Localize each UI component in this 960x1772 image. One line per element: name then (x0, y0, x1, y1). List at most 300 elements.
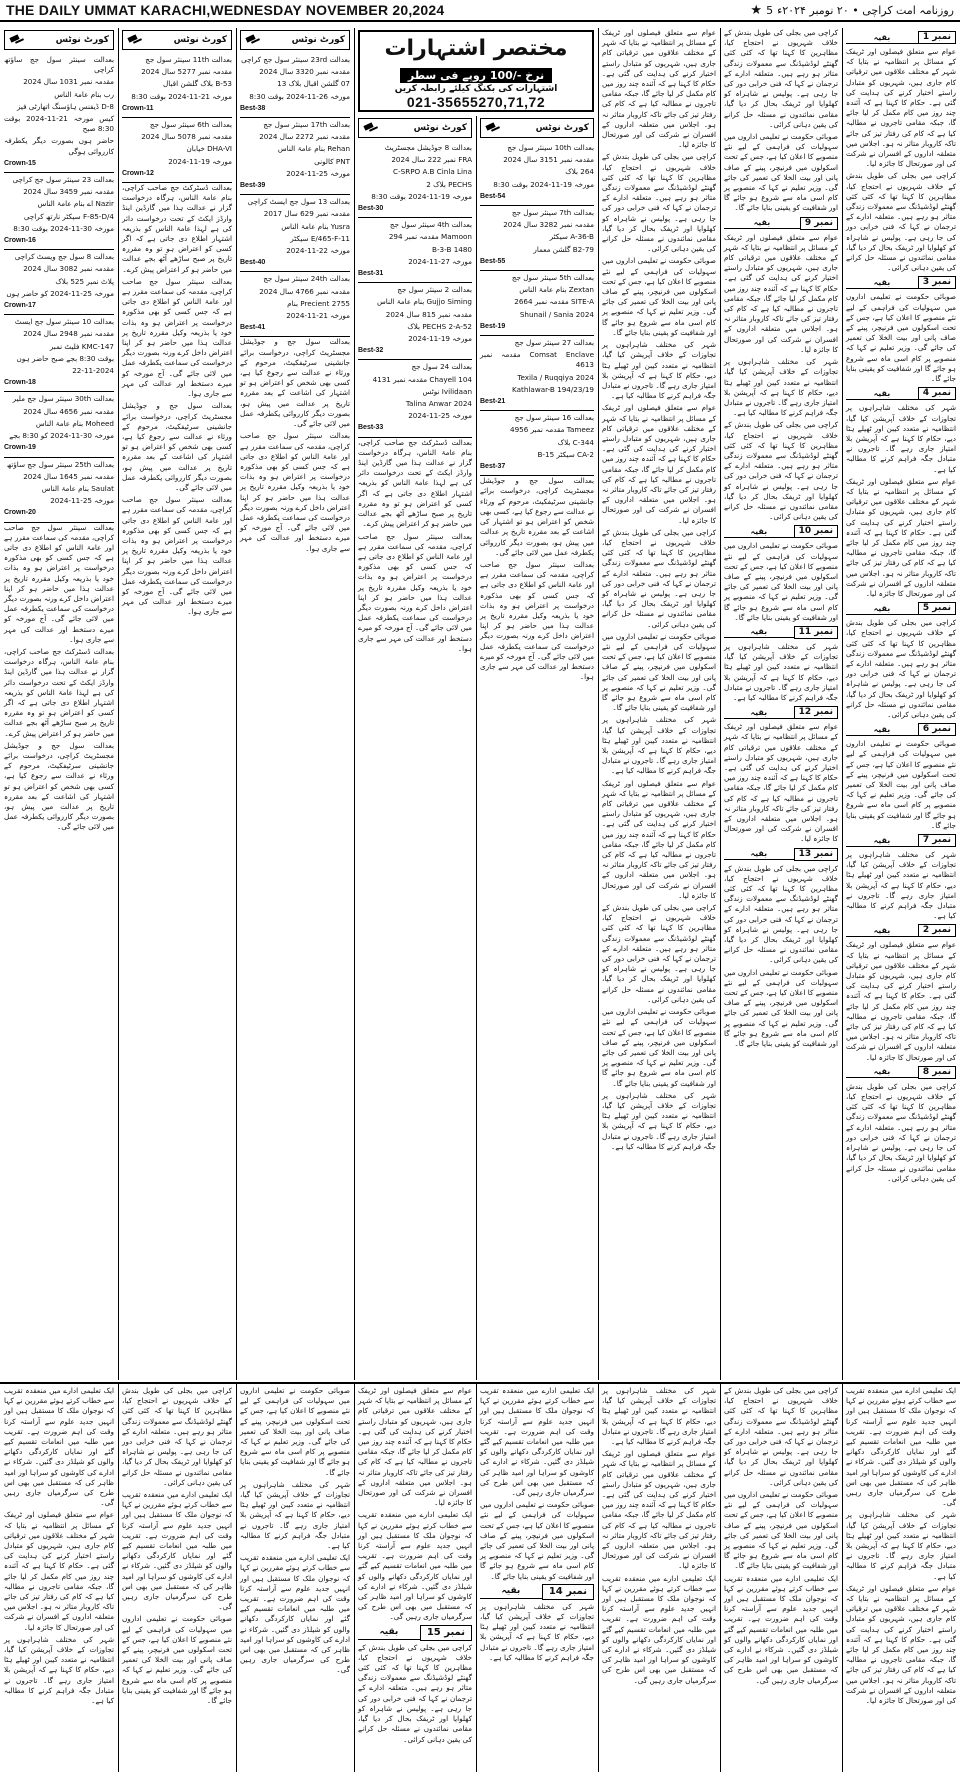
court-notice-list (4, 53, 114, 523)
column-rule (720, 1384, 721, 1772)
court-notice-line: 22-11-2024 (72, 366, 114, 376)
continuation-number: نمبر 4 (918, 387, 956, 400)
page-number: 5 (766, 3, 774, 17)
court-notices-column-2 (120, 28, 234, 1378)
court-notice-line: 264 بلاک (565, 167, 594, 177)
court-notices-column-3 (238, 28, 352, 1378)
court-notice-line: مورخہ 19-11-2024 بوقت 8:30 (493, 179, 594, 189)
news-text: صوبائی حکومت نے تعلیمی اداروں میں سہولیات کی فراہمی کے لیے نئے منصوبے کا اعلان کیا ہے، جس کے تحت اسکولوں میں فرنیچر، پینے کے صاف پانی اور بیت الخلا کی تعمیر کی جائے گی۔ وزیر تعلیم نے کہا کہ منصوبے پر کام اسی ماہ سے شروع ہو جائے گا اور شفافیت کو یقینی بنایا جائے گا۔ (724, 541, 838, 622)
court-notice (4, 458, 114, 523)
court-notice-line: Comsat Enclave مقدمہ نمبر 4613 (480, 350, 594, 370)
gavel-icon (363, 123, 379, 133)
court-notice-line: مقدمہ نمبر 5277 سال 2024 (141, 67, 232, 77)
court-notice-line: بعدالت 24th سینئر سول جج (263, 274, 350, 284)
court-notice (4, 173, 114, 250)
continuation-number: نمبر 14 (542, 1584, 594, 1600)
court-notice-header-label: کورٹ نوٹس (173, 34, 227, 45)
news-text: کراچی میں بجلی کی طویل بندش کے خلاف شہریوں نے احتجاج کیا، مظاہرین کا کہنا تھا کہ کئی کئی گھنٹے لوڈشیڈنگ سے معمولات زندگی متاثر ہو رہے ہیں۔ متعلقہ ادارے کے ترجمان نے کہا کہ فنی خرابی دور کی جا رہی ہے۔ پولیس نے شاہراہ کو کھلوایا اور ٹریفک بحال کر دیا گیا، مقامی نمائندوں نے مسئلہ حل کرانے کی یقین دہانی کرائی۔ (358, 1642, 472, 1744)
court-notice-line: SITE-A مقدمہ نمبر 2664 (514, 297, 594, 307)
court-notice-line: مورخہ 25-11-2024 (286, 168, 350, 178)
bottom-column-8 (844, 1386, 958, 1766)
court-notice-line: بوقت 8:30 بجے صبح حاضر ہوں (16, 353, 114, 363)
court-notice-line: مورخہ 30-11-2024 بوقت 8:30 (13, 223, 114, 233)
court-notice-line: بعدالت سینئر سول جج ساؤتھ کراچی (4, 55, 114, 75)
continuation-header (846, 387, 956, 400)
court-notice (480, 141, 594, 206)
court-notice-line: مورخہ 22-11-2024 (286, 246, 350, 256)
court-notice-header-label: کورٹ نوٹس (55, 34, 109, 45)
notice-body-text: بعدالت ڈسٹرکٹ جج صاحب کراچی، بنام عامۃ الناس، ہرگاہ درخواست گزار نے عدالت ہذا میں گارڈین اینڈ وارڈز ایکٹ کے تحت درخواست دائر کی ہے لہذا عامۃ الناس کو بذریعہ اشتہار اطلاع دی جاتی ہے کہ اگر کسی کو اعتراض ہو تو وہ مقررہ تاریخ پر صبح ساڑھے آٹھ بجے عدالت میں حاضر ہو کر اعتراض پیش کرے۔ (358, 437, 472, 529)
continuation-header (724, 626, 838, 639)
news-text: ایک تعلیمی ادارے میں منعقدہ تقریب سے خطاب کرتے ہوئے مقررین نے کہا کہ نوجوان ملک کا مستقبل ہیں اور انہیں جدید علوم سے آراستہ کرنا وقت کی اہم ضرورت ہے۔ تقریب میں طلبہ میں انعامات تقسیم کیے گئے اور نمایاں کارکردگی دکھانے والوں کو شیلڈز دی گئیں۔ شرکاء نے ادارے کی کاوشوں کو سراہا اور امید ظاہر کی کہ مستقبل میں بھی اس طرح کی سرگرمیاں جاری رہیں گی۔ (358, 1510, 472, 1622)
court-notice-line: رب بنام عامۃ الناس (54, 89, 114, 99)
court-notice (358, 218, 472, 283)
court-notices-column-1 (2, 28, 116, 1378)
court-notice-line: مورخہ 19-11-2024 (408, 334, 472, 344)
bottom-column-5 (478, 1386, 596, 1766)
news-text: شہر کی مختلف شاہراہوں پر تجاوزات کے خلاف آپریشن کیا گیا، انتظامیہ نے متعدد کیبن اور ٹھیلے ہٹا دیے، حکام کا کہنا ہے کہ آپریشن بلا امتیاز جاری رہے گا۔ تاجروں نے متبادل جگہ فراہم کرنے کا مطالبہ کیا ہے۔ (846, 850, 956, 921)
news-text: صوبائی حکومت نے تعلیمی اداروں میں سہولیات کی فراہمی کے لیے نئے منصوبے کا اعلان کیا ہے، جس کے تحت اسکولوں میں فرنیچر، پینے کے صاف پانی اور بیت الخلا کی تعمیر کی جائے گی۔ وزیر تعلیم نے کہا کہ منصوبے پر کام اسی ماہ سے شروع ہو جائے گا اور شفافیت کو یقینی بنایا جائے گا۔ (846, 739, 956, 830)
continuation-number: نمبر 13 (794, 848, 838, 861)
court-notice-line: مقدمہ نمبر 815 سال 2024 (385, 309, 472, 319)
court-notice-line: بعدالت 2 سینئر سول جج (397, 285, 472, 295)
gavel-icon (485, 123, 501, 133)
court-notice-line: Gujjo Siming بنام عامۃ الناس (376, 297, 472, 307)
court-notice-line: Rehan بنام عامۃ الناس (277, 144, 350, 154)
court-notice-line: بعدالت 24 سول جج (411, 362, 472, 372)
court-notice-header (122, 30, 232, 50)
continuation-number: نمبر 9 (800, 217, 838, 230)
news-text: صوبائی حکومت نے تعلیمی اداروں میں سہولیات کی فراہمی کے لیے نئے منصوبے کا اعلان کیا ہے، جس کے تحت اسکولوں میں فرنیچر، پینے کے صاف پانی اور بیت الخلا کی تعمیر کی جائے گی۔ وزیر تعلیم نے کہا کہ منصوبے پر کام اسی ماہ سے شروع ہو جائے گا اور شفافیت کو یقینی بنایا جائے گا۔ (724, 1490, 838, 1571)
court-notice-line: بعدالت 23 سینئر سول جج کراچی (12, 175, 114, 185)
column-rule (720, 28, 721, 1380)
news-text: عوام سے متعلق فیصلوں اور ٹریفک کے مسائل پر انتظامیہ نے بتایا کہ شہر کے مختلف علاقوں میں ترقیاتی کام جاری ہیں، شہریوں کو متبادل راستے اختیار کرنے کی ہدایت کی گئی ہے۔ حکام کا کہنا ہے کہ آئندہ چند روز میں کام مکمل کر لیا جائے گا، جبکہ مقامی تاجروں نے مطالبہ کیا ہے کہ کام کی رفتار تیز کی جائے تاکہ کاروبار متاثر نہ ہو۔ اجلاس میں متعلقہ اداروں کے افسران نے شرکت کی اور صورتحال کا جائزہ لیا۔ (846, 940, 956, 1062)
court-notice-line: مورخہ 25-11-2024 کو حاضر ہوں (6, 288, 114, 298)
court-notice-line: مورخہ 27-11-2024 (408, 256, 472, 266)
notice-body-text: بعدالت ڈسٹرکٹ جج صاحب کراچی، بنام عامۃ الناس، ہرگاہ درخواست گزار نے عدالت ہذا میں گارڈین اینڈ وارڈز ایکٹ کے تحت درخواست دائر کی ہے لہذا عامۃ الناس کو بذریعہ اشتہار اطلاع دی جاتی ہے کہ اگر کسی کو اعتراض ہو تو وہ مقررہ تاریخ پر صبح ساڑھے آٹھ بجے عدالت میں حاضر ہو کر اعتراض پیش کرے۔ (4, 646, 114, 738)
continuation-number: نمبر 8 (918, 1066, 956, 1079)
star-icon: ★ (750, 2, 763, 18)
court-notice-line: B-53 بلاک گلشن اقبال (163, 79, 232, 89)
court-notice-line: مورخہ 21-11-2024 (286, 311, 350, 321)
court-notice-line: مورخہ 21-11-2024 بوقت 8:30 (131, 91, 232, 101)
news-text: صوبائی حکومت نے تعلیمی اداروں میں سہولیات کی فراہمی کے لیے نئے منصوبے کا اعلان کیا ہے، جس کے تحت اسکولوں میں فرنیچر، پینے کے صاف پانی اور بیت الخلا کی تعمیر کی جائے گی۔ وزیر تعلیم نے کہا کہ منصوبے پر کام اسی ماہ سے شروع ہو جائے گا اور شفافیت کو یقینی بنایا جائے گا۔ (846, 292, 956, 384)
court-notice-code: Best-30 (358, 205, 384, 213)
continuation-number: نمبر 3 (918, 276, 956, 289)
court-notice-header (240, 30, 350, 50)
continuation-label: بقیہ (358, 1625, 420, 1640)
continuation-label: بقیہ (724, 217, 800, 229)
news-text: کراچی میں بجلی کی طویل بندش کے خلاف شہریوں نے احتجاج کیا، مظاہرین کا کہنا تھا کہ کئی کئی گھنٹے لوڈشیڈنگ سے معمولات زندگی متاثر ہو رہے ہیں۔ متعلقہ ادارے کے ترجمان نے کہا کہ فنی خرابی دور کی جا رہی ہے۔ پولیس نے شاہراہ کو کھلوایا اور ٹریفک بحال کر دیا گیا، مقامی نمائندوں نے مسئلہ حل کرانے کی یقین دہانی کرائی۔ (602, 527, 716, 629)
gavel-icon (245, 35, 261, 45)
news-text: شہر کی مختلف شاہراہوں پر تجاوزات کے خلاف آپریشن کیا گیا، انتظامیہ نے متعدد کیبن اور ٹھیلے ہٹا دیے، حکام کا کہنا ہے کہ آپریشن بلا امتیاز جاری رہے گا۔ تاجروں نے متبادل جگہ فراہم کرنے کا مطالبہ کیا ہے۔ (602, 1386, 716, 1447)
court-notice-code: Best-38 (240, 104, 266, 112)
court-notice-line: مقدمہ نمبر 5078 سال 2024 (141, 132, 232, 142)
continuation-label: بقیہ (846, 1066, 918, 1078)
notice-body-text: بعدالت سینئر سول جج صاحب کراچی، مقدمہ کی سماعت مقرر ہے اور عامۃ الناس کو اطلاع دی جاتی ہے کہ جس کسی کو بھی مذکورہ درخواست پر اعتراض ہو وہ بذات خود یا بذریعہ وکیل مقررہ تاریخ پر عدالت ہذا میں حاضر ہو کر اپنا اعتراض داخل کرے ورنہ بصورت دیگر درخواست کی سماعت یکطرفہ عمل میں لائی جائے گی۔ آج مورخہ کو میرے دستخط اور عدالت کی مہر سے جاری ہوا۔ (480, 559, 594, 682)
news-text: ایک تعلیمی ادارے میں منعقدہ تقریب سے خطاب کرتے ہوئے مقررین نے کہا کہ نوجوان ملک کا مستقبل ہیں اور انہیں جدید علوم سے آراستہ کرنا وقت کی اہم ضرورت ہے۔ تقریب میں طلبہ میں انعامات تقسیم کیے گئے اور نمایاں کارکردگی دکھانے والوں کو شیلڈز دی گئیں۔ شرکاء نے ادارے کی کاوشوں کو سراہا اور امید ظاہر کی کہ مستقبل میں بھی اس طرح کی سرگرمیاں جاری رہیں گی۔ (240, 1553, 350, 1675)
court-notice-code: Crown-17 (4, 302, 36, 310)
notice-body-text: بعدالت سینئر سول جج صاحب کراچی، مقدمہ کی سماعت مقرر ہے اور عامۃ الناس کو اطلاع دی جاتی ہے کہ جس کسی کو بھی مذکورہ درخواست پر اعتراض ہو وہ بذات خود یا بذریعہ وکیل مقررہ تاریخ پر عدالت ہذا میں حاضر ہو کر اپنا اعتراض داخل کرے ورنہ بصورت دیگر درخواست کی سماعت یکطرفہ عمل میں لائی جائے گی۔ آج مورخہ کو میرے دستخط اور عدالت کی مہر سے جاری ہوا۔ (122, 276, 232, 399)
column-rule (354, 28, 355, 1380)
court-notice-line: B2-79 گلشن معمار (533, 244, 594, 254)
court-notice-line: Ivilidaan نوٹس (422, 386, 472, 396)
court-notice-list (358, 141, 472, 438)
court-notice-line: مقدمہ نمبر 4656 سال 2024 (23, 406, 114, 416)
court-notice-line: PECHS بلاک 2 (426, 179, 472, 189)
news-text: صوبائی حکومت نے تعلیمی اداروں میں سہولیات کی فراہمی کے لیے نئے منصوبے کا اعلان کیا ہے، جس کے تحت اسکولوں میں فرنیچر، پینے کے صاف پانی اور بیت الخلا کی تعمیر کی جائے گی۔ وزیر تعلیم نے کہا کہ منصوبے پر کام اسی ماہ سے شروع ہو جائے گا اور شفافیت کو یقینی بنایا جائے گا۔ (602, 1007, 716, 1088)
news-text: عوام سے متعلق فیصلوں اور ٹریفک کے مسائل پر انتظامیہ نے بتایا کہ شہر کے مختلف علاقوں میں ترقیاتی کام جاری ہیں، شہریوں کو متبادل راستے اختیار کرنے کی ہدایت کی گئی ہے۔ حکام کا کہنا ہے کہ آئندہ چند روز میں کام مکمل کر لیا جائے گا، جبکہ مقامی تاجروں نے مطالبہ کیا ہے کہ کام کی رفتار تیز کی جائے تاکہ کاروبار متاثر نہ ہو۔ اجلاس میں متعلقہ اداروں کے افسران نے شرکت کی اور صورتحال کا جائزہ لیا۔ (602, 28, 716, 150)
court-notice (4, 53, 114, 173)
court-notice-line: مقدمہ نمبر 1645 سال 2024 (23, 471, 114, 481)
court-notice (4, 315, 114, 392)
news-text: ایک تعلیمی ادارے میں منعقدہ تقریب سے خطاب کرتے ہوئے مقررین نے کہا کہ نوجوان ملک کا مستقبل ہیں اور انہیں جدید علوم سے آراستہ کرنا وقت کی اہم ضرورت ہے۔ تقریب میں طلبہ میں انعامات تقسیم کیے گئے اور نمایاں کارکردگی دکھانے والوں کو شیلڈز دی گئیں۔ شرکاء نے ادارے کی کاوشوں کو سراہا اور امید ظاہر کی کہ مستقبل میں بھی اس طرح کی سرگرمیاں جاری رہیں گی۔ (602, 1573, 716, 1685)
continuation-header (724, 706, 838, 719)
continuation-label: بقیہ (724, 707, 794, 719)
court-notice-line: مقدمہ نمبر 3151 سال 2024 (503, 155, 594, 165)
notice-body-text: بعدالت سول جج و جوڈیشل مجسٹریٹ کراچی، درخواست برائے جانشینی سرٹیفکیٹ، مرحوم کے ورثاء نے عدالت سے رجوع کیا ہے، کسی بھی شخص کو اعتراض ہو تو اشتہار کی اشاعت کے بعد مقررہ تاریخ پر عدالت میں پیش ہو، بصورت دیگر کارروائی یکطرفہ عمل میں لائی جائے گی۔ (4, 740, 114, 832)
news-text: عوام سے متعلق فیصلوں اور ٹریفک کے مسائل پر انتظامیہ نے بتایا کہ شہر کے مختلف علاقوں میں ترقیاتی کام جاری ہیں، شہریوں کو متبادل راستے اختیار کرنے کی ہدایت کی گئی ہے۔ حکام کا کہنا ہے کہ آئندہ چند روز میں کام مکمل کر لیا جائے گا، جبکہ مقامی تاجروں نے مطالبہ کیا ہے کہ کام کی رفتار تیز کی جائے تاکہ کاروبار متاثر نہ ہو۔ اجلاس میں متعلقہ اداروں کے افسران نے شرکت کی اور صورتحال کا جائزہ لیا۔ (602, 1449, 716, 1571)
notice-body-text: بعدالت سول جج و جوڈیشل مجسٹریٹ کراچی، درخواست برائے جانشینی سرٹیفکیٹ، مرحوم کے ورثاء نے عدالت سے رجوع کیا ہے، کسی بھی شخص کو اعتراض ہو تو اشتہار کی اشاعت کے بعد مقررہ تاریخ پر عدالت میں پیش ہو، بصورت دیگر کارروائی یکطرفہ عمل میں لائی جائے گی۔ (240, 337, 350, 429)
news-column-6 (600, 28, 718, 1378)
court-notice-line: بعدالت 8 سول جج ویسٹ کراچی (14, 252, 114, 262)
court-notice-code: Crown-19 (4, 444, 36, 452)
news-text: صوبائی حکومت نے تعلیمی اداروں میں سہولیات کی فراہمی کے لیے نئے منصوبے کا اعلان کیا ہے، جس کے تحت اسکولوں میں فرنیچر، پینے کے صاف پانی اور بیت الخلا کی تعمیر کی جائے گی۔ وزیر تعلیم نے کہا کہ منصوبے پر کام اسی ماہ سے شروع ہو جائے گا اور شفافیت کو یقینی بنایا جائے گا۔ (240, 1386, 350, 1477)
court-notice-line: پلاٹ نمبر 525 بلاک (55, 276, 114, 286)
court-notice-line: Yusra بنام عامۃ الناس (281, 221, 350, 231)
masthead-urdu-text: روزنامہ امت کراچی • ۲۰ نومبر ۲۰۲۴ء (777, 3, 954, 17)
column-rule (236, 28, 237, 1380)
bottom-column-1 (2, 1386, 116, 1766)
news-column-8 (844, 28, 958, 1378)
news-text: صوبائی حکومت نے تعلیمی اداروں میں سہولیات کی فراہمی کے لیے نئے منصوبے کا اعلان کیا ہے، جس کے تحت اسکولوں میں فرنیچر، پینے کے صاف پانی اور بیت الخلا کی تعمیر کی جائے گی۔ وزیر تعلیم نے کہا کہ منصوبے پر کام اسی ماہ سے شروع ہو جائے گا اور شفافیت کو یقینی بنایا جائے گا۔ (602, 631, 716, 713)
column-rule (842, 28, 843, 1380)
court-notice-list (480, 141, 594, 476)
court-notice-line: CA-2 سیکٹر 15-B (537, 449, 594, 459)
court-notice-line: Saulat بنام عامۃ الناس (41, 483, 114, 493)
continuation-label: بقیہ (846, 724, 918, 736)
continuation-header (846, 1066, 956, 1079)
court-notice-code: Crown-18 (4, 379, 36, 387)
court-notice-line: بعدالت 6th سینئر سول جج (149, 120, 232, 130)
news-text: شہر کی مختلف شاہراہوں پر تجاوزات کے خلاف آپریشن کیا گیا، انتظامیہ نے متعدد کیبن اور ٹھیلے ہٹا دیے، حکام کا کہنا ہے کہ آپریشن بلا امتیاز جاری رہے گا۔ تاجروں نے متبادل جگہ فراہم کرنے کا مطالبہ کیا ہے۔ (846, 1510, 956, 1581)
news-text: کراچی میں بجلی کی طویل بندش کے خلاف شہریوں نے احتجاج کیا، مظاہرین کا کہنا تھا کہ کئی کئی گھنٹے لوڈشیڈنگ سے معمولات زندگی متاثر ہو رہے ہیں۔ متعلقہ ادارے کے ترجمان نے کہا کہ فنی خرابی دور کی جا رہی ہے۔ پولیس نے شاہراہ کو کھلوایا اور ٹریفک بحال کر دیا گیا، مقامی نمائندوں نے مسئلہ حل کرانے کی یقین دہانی کرائی۔ (846, 171, 956, 273)
news-text: صوبائی حکومت نے تعلیمی اداروں میں سہولیات کی فراہمی کے لیے نئے منصوبے کا اعلان کیا ہے، جس کے تحت اسکولوں میں فرنیچر، پینے کے صاف پانی اور بیت الخلا کی تعمیر کی جائے گی۔ وزیر تعلیم نے کہا کہ منصوبے پر کام اسی ماہ سے شروع ہو جائے گا اور شفافیت کو یقینی بنایا جائے گا۔ (724, 132, 838, 213)
court-notice-line: E/465-F-11 سیکٹر (290, 233, 350, 243)
court-notice-header-label: کورٹ نوٹس (535, 122, 589, 133)
court-notice-line: مقدمہ نمبر 4766 سال 2024 (259, 286, 350, 296)
news-column-7 (722, 28, 840, 1378)
court-notice (122, 118, 232, 183)
court-notice (240, 195, 350, 272)
court-notice-line: مقدمہ نمبر 629 سال 2017 (263, 209, 350, 219)
court-notice-line: بعدالت 10th سینئر سول جج (507, 143, 594, 152)
court-notice-line: PECHS 2-A-52 بلاک (407, 321, 472, 331)
column-rule (476, 116, 477, 1380)
continuation-number: نمبر 5 (918, 602, 956, 615)
court-notice (240, 272, 350, 337)
court-notice (358, 141, 472, 218)
court-notice (480, 206, 594, 271)
news-text: کراچی میں بجلی کی طویل بندش کے خلاف شہریوں نے احتجاج کیا، مظاہرین کا کہنا تھا کہ کئی کئی گھنٹے لوڈشیڈنگ سے معمولات زندگی متاثر ہو رہے ہیں۔ متعلقہ ادارے کے ترجمان نے کہا کہ فنی خرابی دور کی جا رہی ہے۔ پولیس نے شاہراہ کو کھلوایا اور ٹریفک بحال کر دیا گیا، مقامی نمائندوں نے مسئلہ حل کرانے کی یقین دہانی کرائی۔ (846, 618, 956, 719)
news-text: کراچی میں بجلی کی طویل بندش کے خلاف شہریوں نے احتجاج کیا، مظاہرین کا کہنا تھا کہ کئی کئی گھنٹے لوڈشیڈنگ سے معمولات زندگی متاثر ہو رہے ہیں۔ متعلقہ ادارے کے ترجمان نے کہا کہ فنی خرابی دور کی جا رہی ہے۔ پولیس نے شاہراہ کو کھلوایا اور ٹریفک بحال کر دیا گیا، مقامی نمائندوں نے مسئلہ حل کرانے کی یقین دہانی کرائی۔ (724, 1386, 838, 1487)
masthead-english: THE DAILY UMMAT KARACHI,WEDNESDAY NOVEMBER 20,2024 (6, 2, 445, 18)
court-notice-line: A-36-B سیکٹر (549, 232, 594, 242)
court-notice-line: Moheed بنام عامۃ الناس (35, 418, 114, 428)
continuation-label: بقیہ (846, 925, 918, 937)
court-notice-line: بعدالت 10 سینئر سول جج ایسٹ (14, 317, 114, 327)
news-text: عوام سے متعلق فیصلوں اور ٹریفک کے مسائل پر انتظامیہ نے بتایا کہ شہر کے مختلف علاقوں میں ترقیاتی کام جاری ہیں، شہریوں کو متبادل راستے اختیار کرنے کی ہدایت کی گئی ہے۔ حکام کا کہنا ہے کہ آئندہ چند روز میں کام مکمل کر لیا جائے گا، جبکہ مقامی تاجروں نے مطالبہ کیا ہے کہ کام کی رفتار تیز کی جائے تاکہ کاروبار متاثر نہ ہو۔ اجلاس میں متعلقہ اداروں کے افسران نے شرکت کی اور صورتحال کا جائزہ لیا۔ (602, 778, 716, 900)
bottom-column-3 (238, 1386, 352, 1766)
news-text: کراچی میں بجلی کی طویل بندش کے خلاف شہریوں نے احتجاج کیا، مظاہرین کا کہنا تھا کہ کئی کئی گھنٹے لوڈشیڈنگ سے معمولات زندگی متاثر ہو رہے ہیں۔ متعلقہ ادارے کے ترجمان نے کہا کہ فنی خرابی دور کی جا رہی ہے۔ پولیس نے شاہراہ کو کھلوایا اور ٹریفک بحال کر دیا گیا، مقامی نمائندوں نے مسئلہ حل کرانے کی یقین دہانی کرائی۔ (122, 1386, 232, 1487)
news-text: عوام سے متعلق فیصلوں اور ٹریفک کے مسائل پر انتظامیہ نے بتایا کہ شہر کے مختلف علاقوں میں ترقیاتی کام جاری ہیں، شہریوں کو متبادل راستے اختیار کرنے کی ہدایت کی گئی ہے۔ حکام کا کہنا ہے کہ آئندہ چند روز میں کام مکمل کر لیا جائے گا، جبکہ مقامی تاجروں نے مطالبہ کیا ہے کہ کام کی رفتار تیز کی جائے تاکہ کاروبار متاثر نہ ہو۔ اجلاس میں متعلقہ اداروں کے افسران نے شرکت کی اور صورتحال کا جائزہ لیا۔ (4, 1510, 114, 1632)
notice-body-text: بعدالت سول جج و جوڈیشل مجسٹریٹ کراچی، درخواست برائے جانشینی سرٹیفکیٹ، مرحوم کے ورثاء نے عدالت سے رجوع کیا ہے، کسی بھی شخص کو اعتراض ہو تو اشتہار کی اشاعت کے بعد مقررہ تاریخ پر عدالت میں پیش ہو، بصورت دیگر کارروائی یکطرفہ عمل میں لائی جائے گی۔ (122, 401, 232, 492)
news-text: کراچی میں بجلی کی طویل بندش کے خلاف شہریوں نے احتجاج کیا، مظاہرین کا کہنا تھا کہ کئی کئی گھنٹے لوڈشیڈنگ سے معمولات زندگی متاثر ہو رہے ہیں۔ متعلقہ ادارے کے ترجمان نے کہا کہ فنی خرابی دور کی جا رہی ہے۔ پولیس نے شاہراہ کو کھلوایا اور ٹریفک بحال کر دیا گیا، مقامی نمائندوں نے مسئلہ حل کرانے کی یقین دہانی کرائی۔ (724, 28, 838, 129)
court-notice-line: Kathlawar-B 194/23/19 (512, 384, 594, 394)
court-notice (4, 392, 114, 457)
court-notice-line: مقدمہ نمبر 3320 سال 2024 (259, 67, 350, 77)
news-text: عوام سے متعلق فیصلوں اور ٹریفک کے مسائل پر انتظامیہ نے بتایا کہ شہر کے مختلف علاقوں میں ترقیاتی کام جاری ہیں، شہریوں کو متبادل راستے اختیار کرنے کی ہدایت کی گئی ہے۔ حکام کا کہنا ہے کہ آئندہ چند روز میں کام مکمل کر لیا جائے گا، جبکہ مقامی تاجروں نے مطالبہ کیا ہے کہ کام کی رفتار تیز کی جائے تاکہ کاروبار متاثر نہ ہو۔ اجلاس میں متعلقہ اداروں کے افسران نے شرکت کی اور صورتحال کا جائزہ لیا۔ (846, 47, 956, 169)
continuation-header (846, 723, 956, 736)
news-text: عوام سے متعلق فیصلوں اور ٹریفک کے مسائل پر انتظامیہ نے بتایا کہ شہر کے مختلف علاقوں میں ترقیاتی کام جاری ہیں، شہریوں کو متبادل راستے اختیار کرنے کی ہدایت کی گئی ہے۔ حکام کا کہنا ہے کہ آئندہ چند روز میں کام مکمل کر لیا جائے گا، جبکہ مقامی تاجروں نے مطالبہ کیا ہے کہ کام کی رفتار تیز کی جائے تاکہ کاروبار متاثر نہ ہو۔ اجلاس میں متعلقہ اداروں کے افسران نے شرکت کی اور صورتحال کا جائزہ لیا۔ (602, 403, 716, 525)
continuation-number: نمبر 2 (918, 924, 956, 937)
court-notice-line: Tameez مقدمہ نمبر 4956 (510, 425, 594, 435)
continuation-header (724, 848, 838, 861)
ad-rate: نرخ -/100 روپے فی سطر (400, 68, 552, 83)
column-rule (118, 1384, 119, 1772)
court-notice-line: 4/F-85-D سیکٹر نارتھ کراچی (23, 211, 114, 221)
court-notice-line: بعدالت 11th سینئر سول جج (145, 55, 232, 64)
court-notice-line: KMC-147 فلیٹ نمبر (49, 341, 114, 351)
court-notice-line: Zextan بنام عامۃ الناس (519, 285, 594, 295)
court-notice-line: مورخہ 25-11-2024 (50, 496, 114, 506)
continuation-header (846, 31, 956, 44)
court-notice (358, 283, 472, 360)
news-text: عوام سے متعلق فیصلوں اور ٹریفک کے مسائل پر انتظامیہ نے بتایا کہ شہر کے مختلف علاقوں میں ترقیاتی کام جاری ہیں، شہریوں کو متبادل راستے اختیار کرنے کی ہدایت کی گئی ہے۔ حکام کا کہنا ہے کہ آئندہ چند روز میں کام مکمل کر لیا جائے گا، جبکہ مقامی تاجروں نے مطالبہ کیا ہے کہ کام کی رفتار تیز کی جائے تاکہ کاروبار متاثر نہ ہو۔ اجلاس میں متعلقہ اداروں کے افسران نے شرکت کی اور صورتحال کا جائزہ لیا۔ (846, 1583, 956, 1706)
news-text: صوبائی حکومت نے تعلیمی اداروں میں سہولیات کی فراہمی کے لیے نئے منصوبے کا اعلان کیا ہے، جس کے تحت اسکولوں میں فرنیچر، پینے کے صاف پانی اور بیت الخلا کی تعمیر کی جائے گی۔ وزیر تعلیم نے کہا کہ منصوبے پر کام اسی ماہ سے شروع ہو جائے گا اور شفافیت کو یقینی بنایا جائے گا۔ (602, 256, 716, 337)
column-rule (354, 1384, 355, 1772)
continuation-number: نمبر 6 (918, 723, 956, 736)
news-text: کراچی میں بجلی کی طویل بندش کے خلاف شہریوں نے احتجاج کیا، مظاہرین کا کہنا تھا کہ کئی کئی گھنٹے لوڈشیڈنگ سے معمولات زندگی متاثر ہو رہے ہیں۔ متعلقہ ادارے کے ترجمان نے کہا کہ فنی خرابی دور کی جا رہی ہے۔ پولیس نے شاہراہ کو کھلوایا اور ٹریفک بحال کر دیا گیا، مقامی نمائندوں نے مسئلہ حل کرانے کی یقین دہانی کرائی۔ (724, 420, 838, 522)
court-notice (480, 411, 594, 476)
court-notice-line: 1480 B-3-B (432, 244, 472, 254)
court-notice (4, 250, 114, 315)
court-notices-column-5 (478, 116, 596, 1378)
court-notice-code: Crown-15 (4, 159, 36, 167)
news-text: شہر کی مختلف شاہراہوں پر تجاوزات کے خلاف آپریشن کیا گیا، انتظامیہ نے متعدد کیبن اور ٹھیلے ہٹا دیے، حکام کا کہنا ہے کہ آپریشن بلا امتیاز جاری رہے گا۔ تاجروں نے متبادل جگہ فراہم کرنے کا مطالبہ کیا ہے۔ (602, 340, 716, 401)
notice-body-text: بعدالت ڈسٹرکٹ جج صاحب کراچی، بنام عامۃ الناس، ہرگاہ درخواست گزار نے عدالت ہذا میں گارڈین اینڈ وارڈز ایکٹ کے تحت درخواست دائر کی ہے لہذا عامۃ الناس کو بذریعہ اشتہار اطلاع دی جاتی ہے کہ اگر کسی کو اعتراض ہو تو وہ مقررہ تاریخ پر صبح ساڑھے آٹھ بجے عدالت میں حاضر ہو کر اعتراض پیش کرے۔ (122, 183, 232, 274)
court-notice-line: مقدمہ نمبر 3282 سال 2024 (503, 220, 594, 230)
court-notice-line: مقدمہ نمبر 2948 سال 2024 (23, 329, 114, 339)
court-notice-line: مورخہ 19-11-2024 بوقت 8:30 (371, 191, 472, 201)
continuation-label: بقیہ (480, 1584, 542, 1599)
news-text: کراچی میں بجلی کی طویل بندش کے خلاف شہریوں نے احتجاج کیا، مظاہرین کا کہنا تھا کہ کئی کئی گھنٹے لوڈشیڈنگ سے معمولات زندگی متاثر ہو رہے ہیں۔ متعلقہ ادارے کے ترجمان نے کہا کہ فنی خرابی دور کی جا رہی ہے۔ پولیس نے شاہراہ کو کھلوایا اور ٹریفک بحال کر دیا گیا، مقامی نمائندوں نے مسئلہ حل کرانے کی یقین دہانی کرائی۔ (602, 152, 716, 254)
court-notices-column-4 (356, 116, 474, 1378)
news-text: شہر کی مختلف شاہراہوں پر تجاوزات کے خلاف آپریشن کیا گیا، انتظامیہ نے متعدد کیبن اور ٹھیلے ہٹا دیے، حکام کا کہنا ہے کہ آپریشن بلا امتیاز جاری رہے گا۔ تاجروں نے متبادل جگہ فراہم کرنے کا مطالبہ کیا ہے۔ (724, 357, 838, 418)
news-text: شہر کی مختلف شاہراہوں پر تجاوزات کے خلاف آپریشن کیا گیا، انتظامیہ نے متعدد کیبن اور ٹھیلے ہٹا دیے، حکام کا کہنا ہے کہ آپریشن بلا امتیاز جاری رہے گا۔ تاجروں نے متبادل جگہ فراہم کرنے کا مطالبہ کیا ہے۔ (240, 1479, 350, 1551)
court-notice-line: بعدالت 4th سینئر سول جج (389, 220, 472, 230)
column-rule (236, 1384, 237, 1772)
court-notice-code: Crown-16 (4, 237, 36, 245)
news-text: ایک تعلیمی ادارے میں منعقدہ تقریب سے خطاب کرتے ہوئے مقررین نے کہا کہ نوجوان ملک کا مستقبل ہیں اور انہیں جدید علوم سے آراستہ کرنا وقت کی اہم ضرورت ہے۔ تقریب میں طلبہ میں انعامات تقسیم کیے گئے اور نمایاں کارکردگی دکھانے والوں کو شیلڈز دی گئیں۔ شرکاء نے ادارے کی کاوشوں کو سراہا اور امید ظاہر کی کہ مستقبل میں بھی اس طرح کی سرگرمیاں جاری رہیں گی۔ (480, 1386, 594, 1498)
court-notice (240, 53, 350, 118)
notice-body-text: بعدالت سینئر سول جج صاحب کراچی، مقدمہ کی سماعت مقرر ہے اور عامۃ الناس کو اطلاع دی جاتی ہے کہ جس کسی کو بھی مذکورہ درخواست پر اعتراض ہو وہ بذات خود یا بذریعہ وکیل مقررہ تاریخ پر عدالت ہذا میں حاضر ہو کر اپنا اعتراض داخل کرے ورنہ بصورت دیگر درخواست کی سماعت یکطرفہ عمل میں لائی جائے گی۔ آج مورخہ کو میرے دستخط اور عدالت کی مہر سے جاری ہوا۔ (240, 431, 350, 553)
continuation-header (846, 834, 956, 847)
notice-body-text: بعدالت سول جج و جوڈیشل مجسٹریٹ کراچی، درخواست برائے جانشینی سرٹیفکیٹ، مرحوم کے ورثاء نے عدالت سے رجوع کیا ہے، کسی بھی شخص کو اعتراض ہو تو اشتہار کی اشاعت کے بعد مقررہ تاریخ پر عدالت میں پیش ہو، بصورت دیگر کارروائی یکطرفہ عمل میں لائی جائے گی۔ (480, 476, 594, 557)
court-notice-line: کیس مورخہ 21-11-2024 بوقت 8:30 صبح (4, 114, 114, 134)
news-text: شہر کی مختلف شاہراہوں پر تجاوزات کے خلاف آپریشن کیا گیا، انتظامیہ نے متعدد کیبن اور ٹھیلے ہٹا دیے، حکام کا کہنا ہے کہ آپریشن بلا امتیاز جاری رہے گا۔ تاجروں نے متبادل جگہ فراہم کرنے کا مطالبہ کیا ہے۔ (602, 715, 716, 776)
court-notice-code: Best-37 (480, 463, 506, 471)
court-notice (480, 336, 594, 411)
masthead (0, 0, 960, 22)
notice-body-text: بعدالت سینئر سول جج صاحب کراچی، مقدمہ کی سماعت مقرر ہے اور عامۃ الناس کو اطلاع دی جاتی ہے کہ جس کسی کو بھی مذکورہ درخواست پر اعتراض ہو وہ بذات خود یا بذریعہ وکیل مقررہ تاریخ پر عدالت ہذا میں حاضر ہو کر اپنا اعتراض داخل کرے ورنہ بصورت دیگر درخواست کی سماعت یکطرفہ عمل میں لائی جائے گی۔ آج مورخہ کو میرے دستخط اور عدالت کی مہر سے جاری ہوا۔ (358, 531, 472, 653)
ad-phone: 021-35655270,71,72 (406, 94, 546, 110)
news-text: کراچی میں بجلی کی طویل بندش کے خلاف شہریوں نے احتجاج کیا، مظاہرین کا کہنا تھا کہ کئی کئی گھنٹے لوڈشیڈنگ سے معمولات زندگی متاثر ہو رہے ہیں۔ متعلقہ ادارے کے ترجمان نے کہا کہ فنی خرابی دور کی جا رہی ہے۔ پولیس نے شاہراہ کو کھلوایا اور ٹریفک بحال کر دیا گیا، مقامی نمائندوں نے مسئلہ حل کرانے کی یقین دہانی کرائی۔ (846, 1081, 956, 1183)
court-notice-code: Best-41 (240, 324, 266, 332)
continuation-label: بقیہ (846, 32, 918, 44)
court-notice-line: Shunail / Sania 2024 (519, 309, 594, 319)
continuation-header (724, 217, 838, 230)
continuation-number: نمبر 10 (794, 525, 838, 538)
continuation-number: نمبر 12 (794, 706, 838, 719)
bottom-column-7 (722, 1386, 840, 1766)
notice-body-text: بعدالت سینئر سول جج صاحب کراچی، مقدمہ کی سماعت مقرر ہے اور عامۃ الناس کو اطلاع دی جاتی ہے کہ جس کسی کو بھی مذکورہ درخواست پر اعتراض ہو وہ بذات خود یا بذریعہ وکیل مقررہ تاریخ پر عدالت ہذا میں حاضر ہو کر اپنا اعتراض داخل کرے ورنہ بصورت دیگر درخواست کی سماعت یکطرفہ عمل میں لائی جائے گی۔ آج مورخہ کو میرے دستخط اور عدالت کی مہر سے جاری ہوا۔ (122, 495, 232, 617)
news-text: عوام سے متعلق فیصلوں اور ٹریفک کے مسائل پر انتظامیہ نے بتایا کہ شہر کے مختلف علاقوں میں ترقیاتی کام جاری ہیں، شہریوں کو متبادل راستے اختیار کرنے کی ہدایت کی گئی ہے۔ حکام کا کہنا ہے کہ آئندہ چند روز میں کام مکمل کر لیا جائے گا، جبکہ مقامی تاجروں نے مطالبہ کیا ہے کہ کام کی رفتار تیز کی جائے تاکہ کاروبار متاثر نہ ہو۔ اجلاس میں متعلقہ اداروں کے افسران نے شرکت کی اور صورتحال کا جائزہ لیا۔ (358, 1386, 472, 1508)
court-notice-line: بعدالت 25th سینئر سول جج ساؤتھ (6, 459, 114, 469)
court-notice (480, 271, 594, 336)
continuation-label: بقیہ (846, 277, 918, 289)
news-text: عوام سے متعلق فیصلوں اور ٹریفک کے مسائل پر انتظامیہ نے بتایا کہ شہر کے مختلف علاقوں میں ترقیاتی کام جاری ہیں، شہریوں کو متبادل راستے اختیار کرنے کی ہدایت کی گئی ہے۔ حکام کا کہنا ہے کہ آئندہ چند روز میں کام مکمل کر لیا جائے گا، جبکہ مقامی تاجروں نے مطالبہ کیا ہے کہ کام کی رفتار تیز کی جائے تاکہ کاروبار متاثر نہ ہو۔ اجلاس میں متعلقہ اداروں کے افسران نے شرکت کی اور صورتحال کا جائزہ لیا۔ (724, 232, 838, 354)
court-notice-line: Talina Anwar 2024 (405, 399, 472, 409)
court-notice-header (4, 30, 114, 50)
bottom-column-2 (120, 1386, 234, 1766)
court-notice-line: بعدالت 27 سینئر سول جج (514, 338, 594, 348)
news-text: ایک تعلیمی ادارے میں منعقدہ تقریب سے خطاب کرتے ہوئے مقررین نے کہا کہ نوجوان ملک کا مستقبل ہیں اور انہیں جدید علوم سے آراستہ کرنا وقت کی اہم ضرورت ہے۔ تقریب میں طلبہ میں انعامات تقسیم کیے گئے اور نمایاں کارکردگی دکھانے والوں کو شیلڈز دی گئیں۔ شرکاء نے ادارے کی کاوشوں کو سراہا اور امید ظاہر کی کہ مستقبل میں بھی اس طرح کی سرگرمیاں جاری رہیں گی۔ (846, 1386, 956, 1508)
court-notice-list (240, 53, 350, 337)
continuation-label: بقیہ (724, 526, 794, 538)
news-text: شہر کی مختلف شاہراہوں پر تجاوزات کے خلاف آپریشن کیا گیا، انتظامیہ نے متعدد کیبن اور ٹھیلے ہٹا دیے، حکام کا کہنا ہے کہ آپریشن بلا امتیاز جاری رہے گا۔ تاجروں نے متبادل جگہ فراہم کرنے کا مطالبہ کیا ہے۔ (602, 1090, 716, 1151)
court-notice-line: بعدالت 23rd سینئر سول جج کراچی (241, 55, 350, 64)
court-notice-line: 07 گلشن اقبال بلاک 13 (277, 79, 350, 89)
court-notice-line: بعدالت 16 سینئر سول جج (514, 413, 594, 423)
court-notice-line: Precient 2755 بنام (287, 298, 350, 308)
court-notice-code: Best-40 (240, 259, 266, 267)
court-notice-code: Best-21 (480, 398, 506, 406)
court-notice-line: FRA نمبر 222 سال 2024 (391, 155, 472, 165)
court-notice-line: مورخہ 26-11-2024 بوقت 8:30 (249, 91, 350, 101)
bottom-news-band (0, 1382, 960, 1772)
continuation-header (846, 602, 956, 615)
column-rule (842, 1384, 843, 1772)
court-notice-line: مورخہ 30-11-2024 کو 8:30 بجے (9, 431, 114, 441)
court-notice-header-label: کورٹ نوٹس (413, 122, 467, 133)
court-notice-line: C-344 بلاک (557, 437, 594, 447)
news-text: عوام سے متعلق فیصلوں اور ٹریفک کے مسائل پر انتظامیہ نے بتایا کہ شہر کے مختلف علاقوں میں ترقیاتی کام جاری ہیں، شہریوں کو متبادل راستے اختیار کرنے کی ہدایت کی گئی ہے۔ حکام کا کہنا ہے کہ آئندہ چند روز میں کام مکمل کر لیا جائے گا، جبکہ مقامی تاجروں نے مطالبہ کیا ہے کہ کام کی رفتار تیز کی جائے تاکہ کاروبار متاثر نہ ہو۔ اجلاس میں متعلقہ اداروں کے افسران نے شرکت کی اور صورتحال کا جائزہ لیا۔ (724, 722, 838, 844)
court-notice-line: بعدالت 7th سینئر سول جج (511, 208, 594, 218)
continuation-label: بقیہ (724, 626, 794, 638)
masthead-urdu (750, 3, 954, 18)
column-rule (598, 28, 599, 1380)
court-notice-code: Best-54 (480, 192, 506, 200)
court-notice-line: مورخہ 19-11-2024 (168, 156, 232, 166)
classified-ad-box (358, 30, 594, 112)
court-notice-line: بعدالت 30th سینئر سول جج ملیر (12, 394, 114, 404)
court-notice-list (122, 53, 232, 183)
court-notice-line: C-SRPO A.B Cinla Lina (393, 167, 472, 177)
court-notice-header (358, 118, 472, 138)
continuation-label: بقیہ (846, 603, 918, 615)
bottom-column-4 (356, 1386, 474, 1766)
continuation-number: نمبر 7 (918, 834, 956, 847)
court-notice-code: Best-39 (240, 182, 266, 190)
court-notice-code: Best-19 (480, 322, 506, 330)
news-text: عوام سے متعلق فیصلوں اور ٹریفک کے مسائل پر انتظامیہ نے بتایا کہ شہر کے مختلف علاقوں میں ترقیاتی کام جاری ہیں، شہریوں کو متبادل راستے اختیار کرنے کی ہدایت کی گئی ہے۔ حکام کا کہنا ہے کہ آئندہ چند روز میں کام مکمل کر لیا جائے گا، جبکہ مقامی تاجروں نے مطالبہ کیا ہے کہ کام کی رفتار تیز کی جائے تاکہ کاروبار متاثر نہ ہو۔ اجلاس میں متعلقہ اداروں کے افسران نے شرکت کی اور صورتحال کا جائزہ لیا۔ (846, 476, 956, 598)
court-notice-line: بعدالت 13 سول جج ایسٹ کراچی (247, 197, 350, 207)
column-rule (476, 1384, 477, 1772)
court-notice-line: Texila / Ruqqiya 2024 (517, 372, 594, 382)
news-text: ایک تعلیمی ادارے میں منعقدہ تقریب سے خطاب کرتے ہوئے مقررین نے کہا کہ نوجوان ملک کا مستقبل ہیں اور انہیں جدید علوم سے آراستہ کرنا وقت کی اہم ضرورت ہے۔ تقریب میں طلبہ میں انعامات تقسیم کیے گئے اور نمایاں کارکردگی دکھانے والوں کو شیلڈز دی گئیں۔ شرکاء نے ادارے کی کاوشوں کو سراہا اور امید ظاہر کی کہ مستقبل میں بھی اس طرح کی سرگرمیاں جاری رہیں گی۔ (122, 1490, 232, 1612)
court-notice-line: مقدمہ نمبر 2272 سال 2024 (259, 132, 350, 142)
news-text: صوبائی حکومت نے تعلیمی اداروں میں سہولیات کی فراہمی کے لیے نئے منصوبے کا اعلان کیا ہے، جس کے تحت اسکولوں میں فرنیچر، پینے کے صاف پانی اور بیت الخلا کی تعمیر کی جائے گی۔ وزیر تعلیم نے کہا کہ منصوبے پر کام اسی ماہ سے شروع ہو جائے گا اور شفافیت کو یقینی بنایا جائے گا۔ (122, 1614, 232, 1706)
news-text: شہر کی مختلف شاہراہوں پر تجاوزات کے خلاف آپریشن کیا گیا، انتظامیہ نے متعدد کیبن اور ٹھیلے ہٹا دیے، حکام کا کہنا ہے کہ آپریشن بلا امتیاز جاری رہے گا۔ تاجروں نے متبادل جگہ فراہم کرنے کا مطالبہ کیا ہے۔ (480, 1601, 594, 1662)
news-text: ایک تعلیمی ادارے میں منعقدہ تقریب سے خطاب کرتے ہوئے مقررین نے کہا کہ نوجوان ملک کا مستقبل ہیں اور انہیں جدید علوم سے آراستہ کرنا وقت کی اہم ضرورت ہے۔ تقریب میں طلبہ میں انعامات تقسیم کیے گئے اور نمایاں کارکردگی دکھانے والوں کو شیلڈز دی گئیں۔ شرکاء نے ادارے کی کاوشوں کو سراہا اور امید ظاہر کی کہ مستقبل میں بھی اس طرح کی سرگرمیاں جاری رہیں گی۔ (4, 1386, 114, 1508)
court-notice-code: Crown-11 (122, 104, 154, 112)
court-notice-code: Best-32 (358, 347, 384, 355)
court-notice-line: مورخہ 25-11-2024 (408, 411, 472, 421)
continuation-header (846, 276, 956, 289)
continuation-number: نمبر 15 (420, 1625, 472, 1641)
court-notice-line: حاضر ہوں بصورت دیگر یکطرفہ کارروائی ہوگی (4, 136, 114, 156)
continuation-label: بقیہ (724, 848, 794, 860)
notice-body-text: بعدالت سینئر سول جج صاحب کراچی، مقدمہ کی سماعت مقرر ہے اور عامۃ الناس کو اطلاع دی جاتی ہے کہ جس کسی کو بھی مذکورہ درخواست پر اعتراض ہو وہ بذات خود یا بذریعہ وکیل مقررہ تاریخ پر عدالت ہذا میں حاضر ہو کر اپنا اعتراض داخل کرے ورنہ بصورت دیگر درخواست کی سماعت یکطرفہ عمل میں لائی جائے گی۔ آج مورخہ کو میرے دستخط اور عدالت کی مہر سے جاری ہوا۔ (4, 522, 114, 644)
continuation-header (846, 924, 956, 937)
court-notice-header (480, 118, 594, 138)
court-notice (240, 118, 350, 195)
news-text: شہر کی مختلف شاہراہوں پر تجاوزات کے خلاف آپریشن کیا گیا، انتظامیہ نے متعدد کیبن اور ٹھیلے ہٹا دیے، حکام کا کہنا ہے کہ آپریشن بلا امتیاز جاری رہے گا۔ تاجروں نے متبادل جگہ فراہم کرنے کا مطالبہ کیا ہے۔ (846, 403, 956, 474)
court-notice-line: DHA-VI خیابان (186, 144, 232, 154)
court-notice-header-label: کورٹ نوٹس (291, 34, 345, 45)
court-notice-code: Crown-12 (122, 169, 154, 177)
court-notice-line: Mamoon مقدمہ نمبر 294 (388, 232, 472, 242)
court-notice-line: D-8 ڈیفنس ہاؤسنگ اتھارٹی فیز (16, 101, 114, 111)
court-notice-line: بعدالت 8 جوڈیشل مجسٹریٹ (384, 143, 472, 152)
court-notice (358, 360, 472, 437)
court-notice-line: مقدمہ نمبر 3459 سال 2024 (23, 187, 114, 197)
court-notice-line: PNT کالونی (314, 156, 350, 166)
ad-title: مختصر اشتہارات (384, 36, 568, 61)
bottom-column-6 (600, 1386, 718, 1766)
court-notice-code: Best-31 (358, 270, 384, 278)
news-text: ایک تعلیمی ادارے میں منعقدہ تقریب سے خطاب کرتے ہوئے مقررین نے کہا کہ نوجوان ملک کا مستقبل ہیں اور انہیں جدید علوم سے آراستہ کرنا وقت کی اہم ضرورت ہے۔ تقریب میں طلبہ میں انعامات تقسیم کیے گئے اور نمایاں کارکردگی دکھانے والوں کو شیلڈز دی گئیں۔ شرکاء نے ادارے کی کاوشوں کو سراہا اور امید ظاہر کی کہ مستقبل میں بھی اس طرح کی سرگرمیاں جاری رہیں گی۔ (724, 1573, 838, 1685)
court-notice-code: Best-33 (358, 424, 384, 432)
news-text: شہر کی مختلف شاہراہوں پر تجاوزات کے خلاف آپریشن کیا گیا، انتظامیہ نے متعدد کیبن اور ٹھیلے ہٹا دیے، حکام کا کہنا ہے کہ آپریشن بلا امتیاز جاری رہے گا۔ تاجروں نے متبادل جگہ فراہم کرنے کا مطالبہ کیا ہے۔ (724, 641, 838, 702)
column-rule (598, 1384, 599, 1772)
court-notice-code: Best-55 (480, 257, 506, 265)
gavel-icon (127, 35, 143, 45)
continuation-header (358, 1625, 472, 1641)
court-notice-line: Chayell 104 مقدمہ نمبر 4131 (372, 374, 472, 384)
news-text: صوبائی حکومت نے تعلیمی اداروں میں سہولیات کی فراہمی کے لیے نئے منصوبے کا اعلان کیا ہے، جس کے تحت اسکولوں میں فرنیچر، پینے کے صاف پانی اور بیت الخلا کی تعمیر کی جائے گی۔ وزیر تعلیم نے کہا کہ منصوبے پر کام اسی ماہ سے شروع ہو جائے گا اور شفافیت کو یقینی بنایا جائے گا۔ (724, 967, 838, 1049)
court-notice-line: مقدمہ نمبر 3082 سال 2024 (23, 264, 114, 274)
court-notice-line: مقدمہ نمبر 1031 سال 2024 (23, 77, 114, 87)
column-rule (118, 28, 119, 1380)
news-text: کراچی میں بجلی کی طویل بندش کے خلاف شہریوں نے احتجاج کیا، مظاہرین کا کہنا تھا کہ کئی کئی گھنٹے لوڈشیڈنگ سے معمولات زندگی متاثر ہو رہے ہیں۔ متعلقہ ادارے کے ترجمان نے کہا کہ فنی خرابی دور کی جا رہی ہے۔ پولیس نے شاہراہ کو کھلوایا اور ٹریفک بحال کر دیا گیا، مقامی نمائندوں نے مسئلہ حل کرانے کی یقین دہانی کرائی۔ (602, 903, 716, 1004)
court-notice-line: بعدالت 17th سینئر سول جج (263, 120, 350, 130)
continuation-number: نمبر 1 (918, 31, 956, 44)
continuation-label: بقیہ (846, 835, 918, 847)
court-notice-line: بعدالت 5th سینئر سول جج (511, 273, 594, 283)
court-notice-code: Crown-20 (4, 509, 36, 517)
